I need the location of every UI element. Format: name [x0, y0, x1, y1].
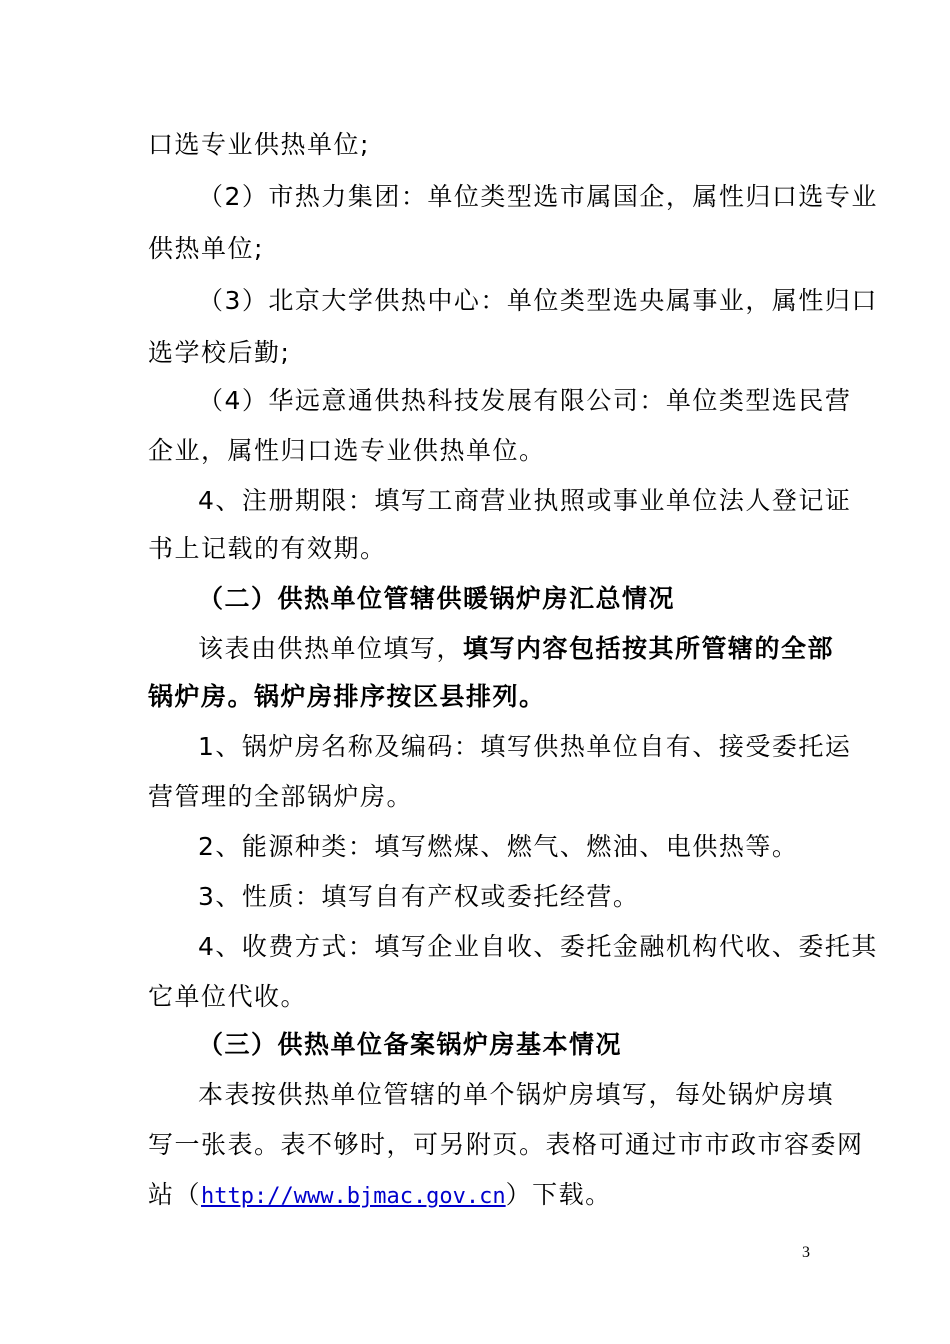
- paragraph-line: 口选专业供热单位;: [148, 130, 370, 159]
- paragraph-line: （2）市热力集团：单位类型选市属国企，属性归口选专业: [198, 182, 878, 211]
- paragraph-text: ）下载。: [505, 1180, 612, 1209]
- paragraph-line: 选学校后勤;: [148, 338, 291, 367]
- paragraph-line: 营管理的全部锅炉房。: [148, 782, 414, 811]
- paragraph-line: 3、性质：填写自有产权或委托经营。: [198, 882, 640, 911]
- emphasis-line: 锅炉房。锅炉房排序按区县排列。: [148, 682, 546, 711]
- paragraph-line: 供热单位;: [148, 234, 264, 263]
- paragraph-line: [148, 1178, 612, 1212]
- paragraph-line: 1、锅炉房名称及编码：填写供热单位自有、接受委托运: [198, 732, 852, 761]
- website-link[interactable]: http://www.bjmac.gov.cn: [201, 1184, 506, 1209]
- paragraph-line: 书上记载的有效期。: [148, 534, 387, 563]
- paragraph-line: 4、注册期限：填写工商营业执照或事业单位法人登记证: [198, 486, 852, 515]
- paragraph-line: 它单位代收。: [148, 982, 308, 1011]
- page-number: 3: [802, 1244, 810, 1261]
- paragraph-line: [198, 632, 834, 666]
- paragraph-line: （4）华远意通供热科技发展有限公司：单位类型选民营: [198, 386, 852, 415]
- paragraph-line: 本表按供热单位管辖的单个锅炉房填写，每处锅炉房填: [198, 1080, 835, 1109]
- paragraph-line: （3）北京大学供热中心：单位类型选央属事业，属性归口: [198, 286, 878, 315]
- paragraph-line: 2、能源种类：填写燃煤、燃气、燃油、电供热等。: [198, 832, 799, 861]
- section-heading: （二）供热单位管辖供暖锅炉房汇总情况: [198, 584, 676, 613]
- emphasis-text: 填写内容包括按其所管辖的全部: [463, 634, 835, 663]
- paragraph-line: 写一张表。表不够时，可另附页。表格可通过市市政市容委网: [148, 1130, 864, 1159]
- section-heading: （三）供热单位备案锅炉房基本情况: [198, 1030, 623, 1059]
- paragraph-text: 该表由供热单位填写，: [198, 634, 464, 663]
- paragraph-text: 站（: [148, 1180, 202, 1209]
- paragraph-line: 企业，属性归口选专业供热单位。: [148, 436, 546, 465]
- paragraph-line: 4、收费方式：填写企业自收、委托金融机构代收、委托其: [198, 932, 878, 961]
